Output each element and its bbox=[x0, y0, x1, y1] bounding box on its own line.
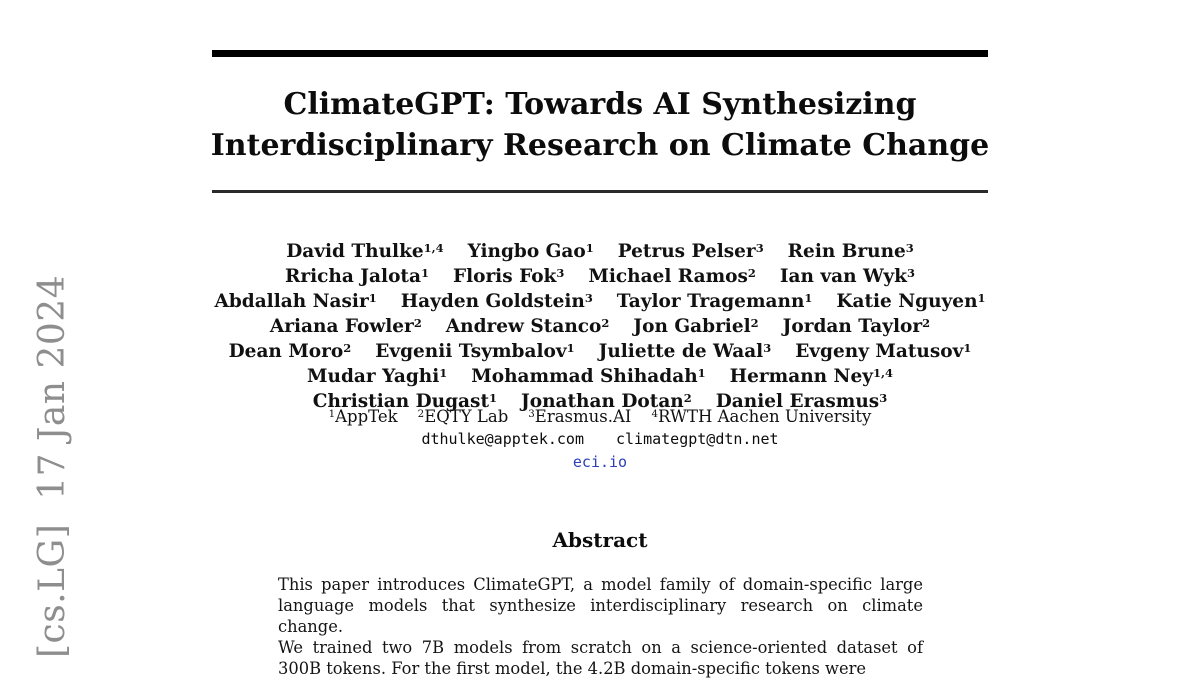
author bbox=[618, 240, 764, 265]
author-name: Rein Brune bbox=[787, 241, 906, 262]
author-name: Evgenii Tsymbalov bbox=[375, 341, 567, 362]
contact-emails bbox=[150, 430, 1050, 448]
author bbox=[214, 290, 376, 315]
contact-link-row bbox=[150, 453, 1050, 471]
author-affiliation-superscript: 1 bbox=[566, 340, 575, 355]
author-name: Christian Dugast bbox=[312, 391, 489, 412]
author-name: Katie Nguyen bbox=[836, 291, 978, 312]
author-name: Ian van Wyk bbox=[779, 266, 907, 287]
author-affiliation-superscript: 3 bbox=[584, 290, 593, 305]
author-affiliation-superscript: 3 bbox=[879, 390, 888, 405]
author-affiliation-superscript: 1 bbox=[977, 290, 986, 305]
author-name: Taylor Tragemann bbox=[616, 291, 805, 312]
author-name: Jonathan Dotan bbox=[520, 391, 684, 412]
author-affiliation-superscript: 2 bbox=[683, 390, 692, 405]
author-affiliation-superscript: 3 bbox=[907, 265, 915, 280]
author-name: Jordan Taylor bbox=[782, 316, 923, 337]
affiliation bbox=[528, 407, 631, 426]
author bbox=[468, 240, 594, 265]
author-line bbox=[150, 340, 1050, 365]
author-affiliation-superscript: 1 bbox=[804, 290, 813, 305]
author-name: David Thulke bbox=[286, 241, 424, 262]
author-affiliation-superscript: 2 bbox=[413, 315, 422, 330]
website-link[interactable]: eci.io bbox=[572, 453, 628, 471]
author bbox=[836, 290, 985, 315]
author-name: Petrus Pelser bbox=[617, 241, 756, 262]
affiliation-name: RWTH Aachen University bbox=[657, 407, 872, 426]
author bbox=[307, 365, 447, 390]
author-affiliation-superscript: 1 bbox=[420, 265, 429, 280]
author-name: Andrew Stanco bbox=[445, 316, 602, 337]
title-line-1: ClimateGPT: Towards AI Synthesizing bbox=[283, 87, 917, 122]
abstract-text bbox=[278, 574, 923, 679]
author bbox=[446, 315, 610, 340]
author bbox=[229, 340, 352, 365]
author bbox=[633, 315, 758, 340]
author bbox=[285, 265, 429, 290]
author-affiliation-superscript: 2 bbox=[750, 315, 759, 330]
affiliation-superscript: 2 bbox=[417, 409, 425, 421]
abstract-line: language models that synthesize interdisciplinary research on climate change. bbox=[278, 596, 923, 636]
affiliation bbox=[418, 407, 509, 426]
author-name: Michael Ramos bbox=[588, 266, 748, 287]
author-affiliation-superscript: 3 bbox=[755, 240, 764, 255]
author-name: Mohammad Shihadah bbox=[471, 366, 698, 387]
title-line-2: Interdisciplinary Research on Climate Change bbox=[210, 128, 990, 163]
paper-title bbox=[200, 84, 1000, 166]
author-name: Yingbo Gao bbox=[467, 241, 586, 262]
author-affiliation-superscript: 1 bbox=[368, 290, 377, 305]
abstract-line: This paper introduces ClimateGPT, a model family of domain-specific large bbox=[278, 575, 923, 594]
author-affiliation-superscript: 2 bbox=[343, 340, 352, 355]
email-address: climategpt@dtn.net bbox=[616, 430, 779, 448]
author-affiliation-superscript: 2 bbox=[601, 315, 610, 330]
author bbox=[599, 340, 772, 365]
author-line bbox=[150, 265, 1050, 290]
author-affiliation-superscript: 2 bbox=[747, 265, 756, 280]
author-affiliation-superscript: 1 bbox=[963, 340, 972, 355]
author-affiliation-superscript: 1 bbox=[489, 390, 497, 405]
author-affiliation-superscript: 1,4 bbox=[423, 240, 444, 255]
author bbox=[401, 290, 593, 315]
author-affiliation-superscript: 2 bbox=[922, 315, 931, 330]
author-name: Evgeny Matusov bbox=[795, 341, 964, 362]
abstract-line: 300B tokens. For the first model, the 4.2B domain-specific tokens were bbox=[278, 659, 867, 678]
author-affiliation-superscript: 1 bbox=[439, 365, 448, 380]
author-name: Jon Gabriel bbox=[633, 316, 751, 337]
author-name: Daniel Erasmus bbox=[715, 391, 880, 412]
title-bottom-rule bbox=[212, 190, 988, 193]
affiliation bbox=[651, 407, 871, 426]
affiliations-line bbox=[150, 407, 1050, 426]
author-line bbox=[150, 315, 1050, 340]
author-name: Abdallah Nasir bbox=[214, 291, 369, 312]
author-affiliation-superscript: 1 bbox=[697, 365, 706, 380]
title-top-rule bbox=[212, 50, 988, 57]
author-line bbox=[150, 290, 1050, 315]
affiliation-superscript: 4 bbox=[651, 409, 658, 421]
author-affiliation-superscript: 3 bbox=[905, 240, 914, 255]
affiliation-superscript: 1 bbox=[328, 409, 336, 421]
arxiv-category-date-stamp: [cs.LG] 17 Jan 2024 bbox=[32, 274, 73, 658]
author-name: Mudar Yaghi bbox=[307, 366, 440, 387]
author bbox=[780, 265, 915, 290]
author bbox=[617, 290, 813, 315]
author-name: Hayden Goldstein bbox=[400, 291, 585, 312]
author-name: Rricha Jalota bbox=[285, 266, 421, 287]
author bbox=[453, 265, 564, 290]
author bbox=[788, 240, 914, 265]
abstract-line: We trained two 7B models from scratch on a science-oriented dataset of bbox=[278, 638, 923, 657]
author-affiliation-superscript: 1,4 bbox=[873, 365, 893, 380]
abstract-heading: Abstract bbox=[552, 528, 648, 552]
author bbox=[783, 315, 930, 340]
author-name: Juliette de Waal bbox=[598, 341, 764, 362]
affiliation-name: EQTY Lab bbox=[424, 407, 509, 426]
authors-block bbox=[150, 240, 1050, 415]
affiliation bbox=[329, 407, 398, 426]
author-affiliation-superscript: 3 bbox=[556, 265, 565, 280]
affiliation-superscript: 3 bbox=[528, 409, 535, 421]
author-name: Hermann Ney bbox=[729, 366, 873, 387]
author-name: Dean Moro bbox=[228, 341, 344, 362]
author-line bbox=[150, 240, 1050, 265]
author bbox=[588, 265, 756, 290]
author-line bbox=[150, 365, 1050, 390]
author bbox=[471, 365, 705, 390]
author bbox=[730, 365, 893, 390]
affiliation-name: AppTek bbox=[335, 407, 398, 426]
author-affiliation-superscript: 1 bbox=[585, 240, 594, 255]
author-affiliation-superscript: 3 bbox=[763, 340, 772, 355]
affiliation-name: Erasmus.AI bbox=[534, 407, 632, 426]
author-name: Floris Fok bbox=[452, 266, 557, 287]
email-address: dthulke@apptek.com bbox=[421, 430, 584, 448]
author-name: Ariana Fowler bbox=[269, 316, 414, 337]
author bbox=[375, 340, 574, 365]
